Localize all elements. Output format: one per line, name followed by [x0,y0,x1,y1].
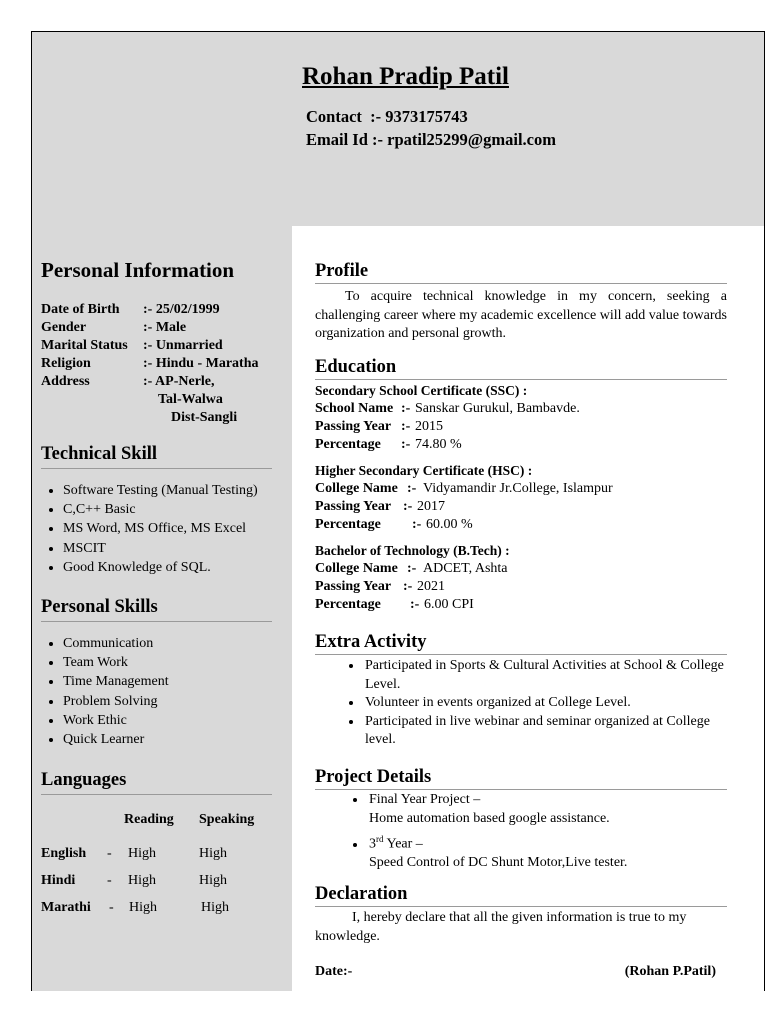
hsc-heading: Higher Secondary Certificate (HSC) : [315,463,533,478]
declaration-heading: Declaration [315,884,727,907]
pi-row: Date of Birth :- 25/02/1999 [41,302,220,317]
contact-block [306,105,556,151]
education-heading: Education [315,357,727,380]
pi-row: Gender :- Male [41,320,187,335]
list-item: • Participated in Sports & Cultural Activities at School & College Level. [363,657,727,694]
list-item: • C,C++ Basic [63,500,281,519]
signature-name: (Rohan P.Patil) [624,964,716,979]
education-row: College Name :- Vidyamandir Jr.College, Islampur [315,481,613,496]
project-detail: Speed Control of DC Shunt Motor,Live tester. [369,855,628,871]
list-item: • Good Knowledge of SQL. [63,558,281,577]
personal-skills-list [41,634,281,749]
list-item: • Communication [63,634,281,653]
resume-page [31,31,765,991]
list-item: • Volunteer in events organized at College Level. [363,694,727,713]
project-list [315,791,727,873]
date-label: Date:- [315,964,353,979]
pi-row: Dist-Sangli [171,410,238,425]
project-detail: Home automation based google assistance. [369,810,610,826]
profile-heading: Profile [315,261,727,284]
extra-activity-heading: Extra Activity [315,632,727,655]
contact-phone: Contact :- 9373175743 [306,107,468,126]
personal-skills-section [41,597,281,749]
declaration-section [315,884,727,980]
education-row: Passing Year :- 2015 [315,419,443,434]
technical-skill-section [41,444,281,577]
personal-information-heading: Personal Information [41,258,235,282]
declaration-text: I, hereby declare that all the given information is true to my knowledge. [315,910,687,944]
education-row: Percentage :- 74.80 % [315,437,462,452]
extra-activity-section [315,632,727,750]
btech-heading: Bachelor of Technology (B.Tech) : [315,543,510,558]
technical-skill-list [41,481,281,577]
extra-activity-list [315,657,727,750]
education-row: Percentage :- 60.00 % [315,517,473,532]
project-details-section [315,767,727,873]
list-item: • Problem Solving [63,692,281,711]
personal-skills-heading: Personal Skills [41,597,272,622]
language-row: Hindi - High High [41,872,227,888]
list-item: • Quick Learner [63,730,281,749]
languages-heading: Languages [41,770,272,795]
education-row: Passing Year :- 2021 [315,579,445,594]
contact-email: Email Id :- rpatil25299@gmail.com [306,130,556,149]
pi-row: Religion :- Hindu - Maratha [41,356,259,371]
education-row: Passing Year :- 2017 [315,499,445,514]
profile-text: To acquire technical knowledge in my concern, seeking a challenging career where my academic excellence will add value towards organization and personal growth. [315,289,727,341]
languages-header-row [41,812,281,828]
list-item: • MSCIT [63,539,281,558]
list-item: • Software Testing (Manual Testing) [63,481,281,500]
reading-column-header: Reading [124,812,174,827]
ssc-heading: Secondary School Certificate (SSC) : [315,383,528,398]
education-row: School Name :- Sanskar Gurukul, Bambavde. [315,401,580,416]
list-item: • MS Word, MS Office, MS Excel [63,519,281,538]
list-item: • Final Year Project – Home automation based google assistance. [367,791,727,828]
education-row: College Name :- ADCET, Ashta [315,561,508,576]
technical-skill-heading: Technical Skill [41,444,272,469]
language-row: Marathi - High High [41,899,229,915]
list-item: • Participated in live webinar and seminar organized at College level. [363,713,727,750]
list-item: • 3rd Year – Speed Control of DC Shunt Motor,Live tester. [367,830,727,873]
list-item: • Team Work [63,653,281,672]
profile-section [315,261,727,344]
candidate-name: Rohan Pradip Patil [302,63,509,90]
list-item: • Time Management [63,672,281,691]
signature-row [315,964,727,980]
speaking-column-header: Speaking [199,812,255,827]
education-row: Percentage :- 6.00 CPI [315,597,474,612]
language-row: English - High High [41,845,227,861]
pi-row: Marital Status :- Unmarried [41,338,223,353]
pi-row: Tal-Walwa [158,392,223,407]
languages-section [41,770,281,921]
personal-information-section [41,258,281,427]
education-section [315,357,727,614]
list-item: • Work Ethic [63,711,281,730]
project-details-heading: Project Details [315,767,727,790]
pi-row: Address :- AP-Nerle, [41,374,215,389]
